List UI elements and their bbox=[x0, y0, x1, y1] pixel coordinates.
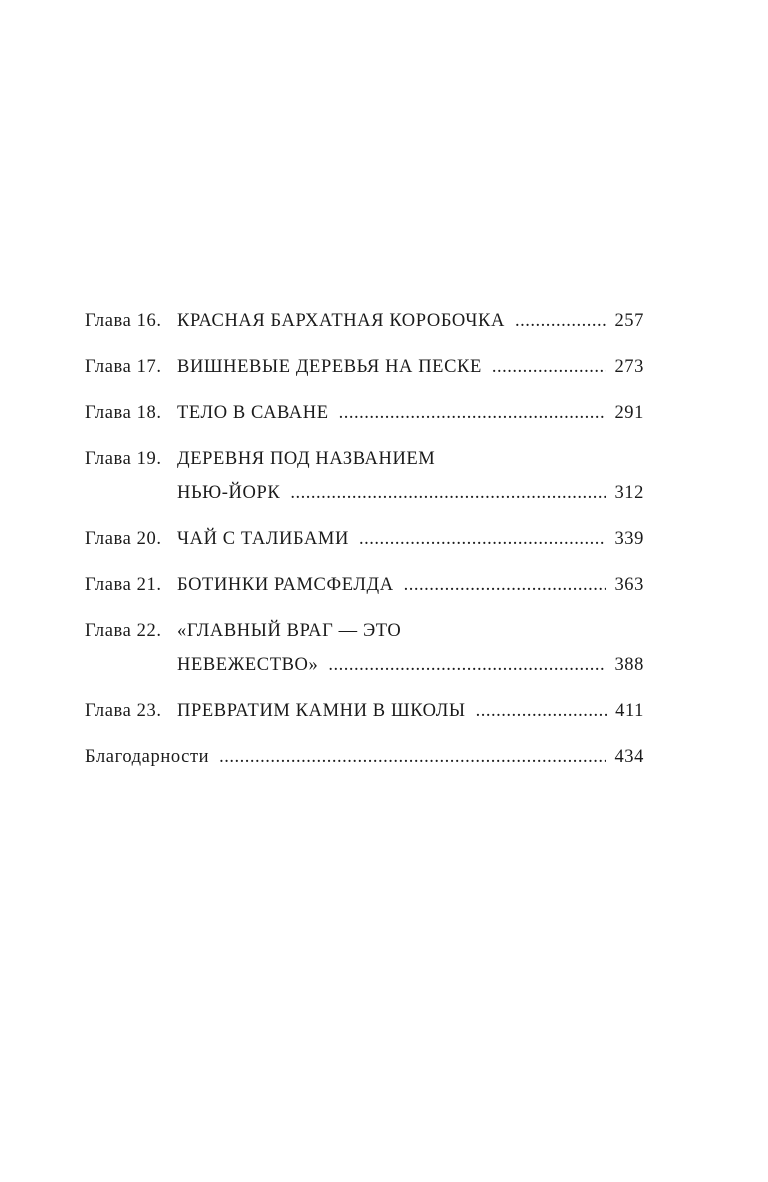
page-number: 411 bbox=[615, 701, 644, 721]
dot-leader bbox=[359, 524, 607, 554]
page-number: 363 bbox=[614, 575, 644, 595]
toc-line bbox=[85, 478, 644, 508]
page-number: 388 bbox=[614, 655, 644, 675]
page-number: 291 bbox=[614, 403, 644, 423]
toc-entry-chapter-23[interactable] bbox=[85, 696, 644, 726]
page-number: 339 bbox=[614, 529, 644, 549]
toc-entry-chapter-16[interactable] bbox=[85, 306, 644, 336]
chapter-label: Глава 21. bbox=[85, 575, 162, 595]
toc-line bbox=[85, 696, 644, 726]
chapter-title-line-2: НЬЮ-ЙОРК bbox=[177, 483, 281, 503]
chapter-title: ПРЕВРАТИМ КАМНИ В ШКОЛЫ bbox=[177, 701, 466, 721]
chapter-title: ТЕЛО В САВАНЕ bbox=[177, 403, 329, 423]
dot-leader bbox=[290, 478, 606, 508]
toc-line bbox=[85, 616, 644, 646]
toc-line bbox=[85, 524, 644, 554]
toc-line bbox=[85, 306, 644, 336]
toc-line bbox=[85, 352, 644, 382]
toc-entry-acknowledgements[interactable] bbox=[85, 742, 644, 772]
chapter-label: Глава 16. bbox=[85, 311, 162, 331]
toc-entry-chapter-19[interactable] bbox=[85, 444, 644, 508]
dot-leader bbox=[219, 742, 606, 772]
chapter-title-line-1: ДЕРЕВНЯ ПОД НАЗВАНИЕМ bbox=[177, 449, 436, 469]
toc-entry-chapter-17[interactable] bbox=[85, 352, 644, 382]
chapter-title: КРАСНАЯ БАРХАТНАЯ КОРОБОЧКА bbox=[177, 311, 505, 331]
chapter-title: ВИШНЕВЫЕ ДЕРЕВЬЯ НА ПЕСКЕ bbox=[177, 357, 482, 377]
section-title: Благодарности bbox=[85, 747, 210, 767]
page-number: 434 bbox=[614, 747, 644, 767]
chapter-title: ЧАЙ С ТАЛИБАМИ bbox=[177, 529, 349, 549]
chapter-label: Глава 22. bbox=[85, 621, 162, 641]
toc-entry-chapter-18[interactable] bbox=[85, 398, 644, 428]
chapter-label: Глава 19. bbox=[85, 449, 162, 469]
chapter-label: Глава 23. bbox=[85, 701, 162, 721]
toc-line bbox=[85, 742, 644, 772]
chapter-title-line-1: «ГЛАВНЫЙ ВРАГ — ЭТО bbox=[177, 621, 402, 641]
chapter-title-line-2: НЕВЕЖЕСТВО» bbox=[177, 655, 319, 675]
page-number: 312 bbox=[614, 483, 644, 503]
toc-line bbox=[85, 398, 644, 428]
table-of-contents bbox=[85, 306, 644, 772]
toc-entry-chapter-22[interactable] bbox=[85, 616, 644, 680]
dot-leader bbox=[476, 696, 608, 726]
dot-leader bbox=[328, 650, 606, 680]
toc-entry-chapter-21[interactable] bbox=[85, 570, 644, 600]
chapter-label: Глава 18. bbox=[85, 403, 162, 423]
dot-leader bbox=[404, 570, 607, 600]
chapter-label: Глава 17. bbox=[85, 357, 162, 377]
page-number: 273 bbox=[614, 357, 644, 377]
dot-leader bbox=[492, 352, 607, 382]
chapter-title: БОТИНКИ РАМСФЕЛДА bbox=[177, 575, 394, 595]
dot-leader bbox=[339, 398, 607, 428]
toc-line bbox=[85, 570, 644, 600]
dot-leader bbox=[515, 306, 606, 336]
toc-line bbox=[85, 444, 644, 474]
toc-entry-chapter-20[interactable] bbox=[85, 524, 644, 554]
toc-line bbox=[85, 650, 644, 680]
page-number: 257 bbox=[614, 311, 644, 331]
chapter-label: Глава 20. bbox=[85, 529, 162, 549]
